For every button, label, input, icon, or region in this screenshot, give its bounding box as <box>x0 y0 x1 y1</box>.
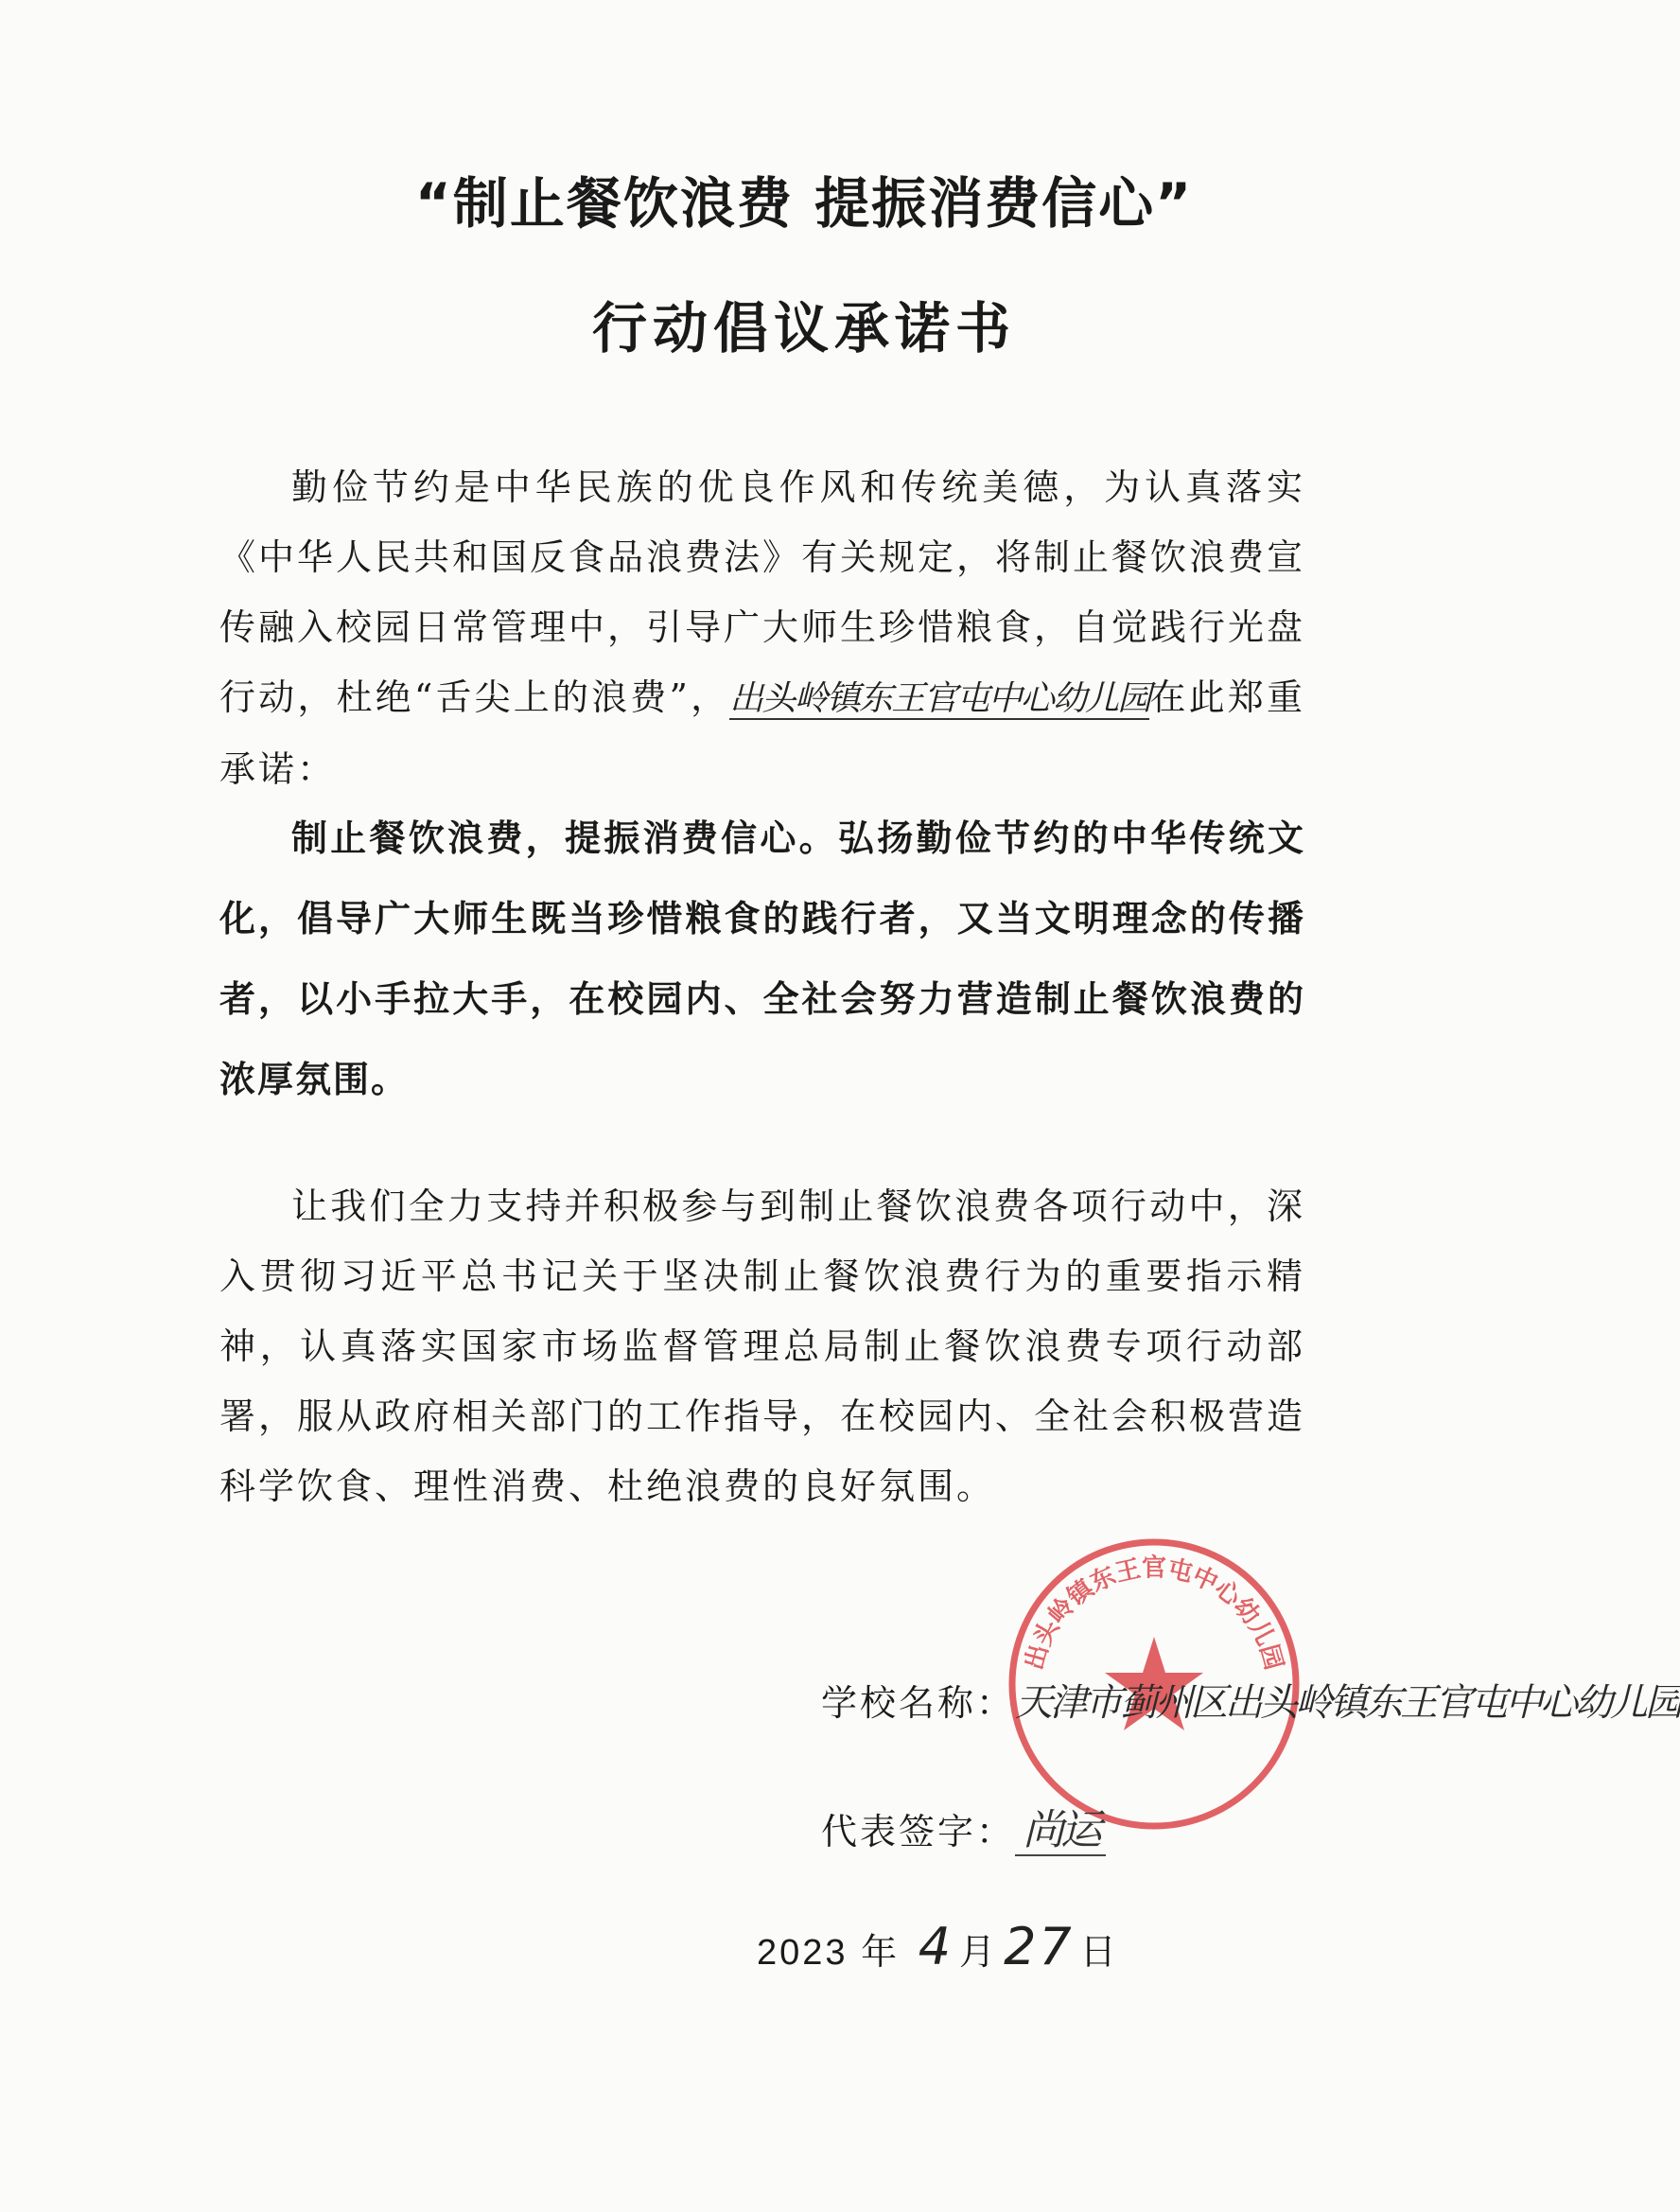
paragraph-intro <box>219 452 1305 804</box>
paragraph-intro-tail: 在此郑重承诺： <box>219 676 1305 790</box>
seal-text: 出头岭镇东王官屯中心幼儿园 <box>1020 1554 1288 1674</box>
document-title: “制止餐饮浪费 提振消费信心” <box>414 171 1194 236</box>
school-name-row <box>821 1673 1680 1727</box>
date-month-unit: 月 <box>959 1933 999 1973</box>
date-year: 2023 <box>757 1933 849 1973</box>
representative-label: 代表签字： <box>821 1811 1016 1852</box>
handwritten-school-name: 出头岭镇东王官屯中心幼儿园 <box>729 679 1150 718</box>
date-day: 27 <box>1004 1917 1075 1976</box>
representative-signature: 尚运 <box>1015 1806 1106 1856</box>
school-name-label: 学校名称： <box>821 1682 1016 1724</box>
representative-row <box>821 1796 1106 1856</box>
document-subtitle: 行动倡议承诺书 <box>591 296 1016 360</box>
date-month: 4 <box>918 1917 954 1976</box>
date-row <box>757 1917 1119 1976</box>
paragraph-intro-text: 勤俭节约是中华民族的优良作风和传统美德，为认真落实《中华人民共和国反食品浪费法》有关规定，将制止餐饮浪费宣传融入校园日常管理中，引导广大师生珍惜粮食，自觉践行光盘行动，杜绝“舌尖上的浪费”， <box>219 466 1306 718</box>
date-day-unit: 日 <box>1079 1933 1119 1973</box>
paragraph-pledge: 制止餐饮浪费，提振消费信心。弘扬勤俭节约的中华传统文化，倡导广大师生既当珍惜粮食的践行者，又当文明理念的传播者，以小手拉大手，在校园内、全社会努力营造制止餐饮浪费的浓厚氛围。 <box>219 817 1305 1100</box>
paragraph-call-to-action: 让我们全力支持并积极参与到制止餐饮浪费各项行动中，深入贯彻习近平总书记关于坚决制止餐饮浪费行为的重要指示精神，认真落实国家市场监督管理总局制止餐饮浪费专项行动部署，服从政府相关部门的工作指导，在校园内、全社会积极营造科学饮食、理性消费、杜绝浪费的良好氛围。 <box>219 1185 1306 1507</box>
date-year-unit: 年 <box>861 1933 901 1973</box>
school-name-value: 天津市蓟州区出头岭镇东王官屯中心幼儿园 <box>1015 1681 1680 1725</box>
